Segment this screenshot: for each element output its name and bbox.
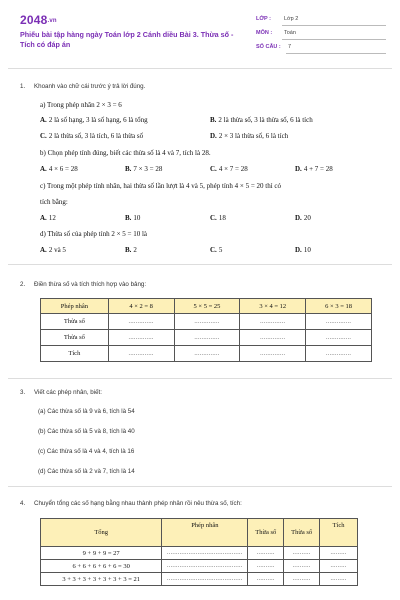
q4-header-cell: Tích bbox=[320, 519, 358, 547]
question-number: 1. bbox=[20, 83, 26, 90]
meta-value: 7 bbox=[288, 44, 292, 50]
q1c-option-d[interactable] bbox=[295, 214, 311, 222]
question-number: 3. bbox=[20, 389, 26, 396]
option-text: 4 + 7 = 28 bbox=[303, 165, 333, 173]
answer-blank[interactable]: .............. bbox=[174, 330, 240, 346]
option-text: 20 bbox=[303, 214, 311, 222]
question-4-prompt bbox=[20, 500, 242, 507]
sum-expression: 6 + 6 + 6 + 6 + 6 = 30 bbox=[41, 560, 162, 573]
answer-blank[interactable]: ......... bbox=[320, 573, 358, 586]
answer-blank[interactable]: ......... bbox=[320, 547, 358, 560]
question-number: 4. bbox=[20, 500, 26, 507]
q1c-stem-line1: c) Trong một phép tính nhân, hai thừa số lần lượt là 4 và 5, phép tính 4 × 5 = 20 thì có bbox=[40, 182, 282, 190]
meta-question-count bbox=[256, 42, 386, 54]
answer-blank[interactable]: .............. bbox=[174, 346, 240, 362]
q1c-stem-line2: tích bằng: bbox=[40, 198, 68, 206]
answer-blank[interactable]: .............. bbox=[306, 314, 372, 330]
option-key: A. bbox=[40, 214, 47, 222]
option-key: B. bbox=[125, 165, 132, 173]
question-3-prompt bbox=[20, 389, 102, 396]
header-divider bbox=[8, 68, 392, 69]
question-text: Điền thừa số và tích thích hợp vào bảng: bbox=[34, 281, 147, 288]
q3-item-b: (b) Các thừa số là 5 và 8, tích là 40 bbox=[38, 428, 135, 435]
meta-label: SỐ CÂU : bbox=[256, 44, 281, 50]
logo-text: 2048 bbox=[20, 13, 48, 27]
q1a-option-d[interactable] bbox=[210, 132, 288, 140]
option-key: C. bbox=[210, 246, 217, 254]
q1a-option-a[interactable] bbox=[40, 116, 148, 124]
site-logo[interactable] bbox=[20, 13, 57, 27]
section-divider bbox=[8, 378, 392, 379]
option-text: 18 bbox=[218, 214, 226, 222]
answer-blank[interactable]: .............. bbox=[240, 346, 306, 362]
section-divider bbox=[8, 264, 392, 265]
q1c-option-c[interactable] bbox=[210, 214, 226, 222]
option-key: B. bbox=[125, 214, 132, 222]
option-key: B. bbox=[125, 246, 132, 254]
section-divider bbox=[8, 486, 392, 487]
q3-item-c: (c) Các thừa số là 4 và 4, tích là 16 bbox=[38, 448, 135, 455]
option-text: 2 bbox=[133, 246, 137, 254]
answer-blank[interactable]: .......................................... bbox=[162, 560, 248, 573]
answer-blank[interactable]: ......... bbox=[320, 560, 358, 573]
q2-header-cell: 3 × 4 = 12 bbox=[240, 299, 306, 314]
option-key: A. bbox=[40, 246, 47, 254]
question-text: Viết các phép nhân, biết: bbox=[34, 389, 102, 396]
row-label: Tích bbox=[41, 346, 109, 362]
answer-blank[interactable]: .............. bbox=[240, 314, 306, 330]
answer-blank[interactable]: .............. bbox=[108, 314, 174, 330]
worksheet-header bbox=[0, 0, 400, 58]
divider bbox=[282, 39, 386, 40]
q1b-stem: b) Chọn phép tính đúng, biết các thừa số là 4 và 7, tích là 28. bbox=[40, 149, 211, 157]
q1a-stem: a) Trong phép nhân 2 × 3 = 6 bbox=[40, 101, 122, 109]
meta-label: MÔN : bbox=[256, 30, 273, 36]
answer-blank[interactable]: .......... bbox=[248, 547, 284, 560]
q1b-option-b[interactable] bbox=[125, 165, 162, 173]
table-row bbox=[41, 346, 372, 362]
answer-blank[interactable]: .............. bbox=[174, 314, 240, 330]
option-key: C. bbox=[210, 214, 217, 222]
q1d-option-c[interactable] bbox=[210, 246, 222, 254]
q4-header-cell: Thừa số bbox=[248, 519, 284, 547]
q4-header-cell: Thừa số bbox=[284, 519, 320, 547]
answer-blank[interactable]: .......................................... bbox=[162, 547, 248, 560]
option-text: 5 bbox=[218, 246, 223, 254]
sum-expression: 9 + 9 + 9 = 27 bbox=[41, 547, 162, 560]
answer-blank[interactable]: .............. bbox=[108, 330, 174, 346]
q1d-option-a[interactable] bbox=[40, 246, 66, 254]
question-text: Khoanh vào chữ cái trước ý trả lời đúng. bbox=[34, 83, 146, 90]
table-row bbox=[41, 314, 372, 330]
q1a-option-b[interactable] bbox=[210, 116, 313, 124]
table-row bbox=[41, 330, 372, 346]
q1b-option-d[interactable] bbox=[295, 165, 333, 173]
q2-table bbox=[40, 298, 372, 362]
option-key: C. bbox=[40, 132, 47, 140]
option-text: 2 là thừa số, 3 là thừa số, 6 là tích bbox=[218, 116, 313, 124]
q1d-option-b[interactable] bbox=[125, 246, 137, 254]
q2-header-cell: 4 × 2 = 8 bbox=[108, 299, 174, 314]
q4-header-cell: Tổng bbox=[41, 519, 162, 547]
option-text: 2 là số hạng, 3 là số hạng, 6 là tổng bbox=[48, 116, 148, 124]
q2-header-cell: 6 × 3 = 18 bbox=[306, 299, 372, 314]
table-row bbox=[41, 560, 358, 573]
q4-table bbox=[40, 518, 358, 586]
answer-blank[interactable]: .......... bbox=[248, 573, 284, 586]
option-text: 4 × 6 = 28 bbox=[48, 165, 78, 173]
q1d-stem: d) Thừa số của phép tính 2 × 5 = 10 là bbox=[40, 230, 148, 238]
q3-item-d: (d) Các thừa số là 2 và 7, tích là 14 bbox=[38, 468, 135, 475]
meta-value: Lớp 2 bbox=[284, 16, 299, 22]
q1c-option-a[interactable] bbox=[40, 214, 56, 222]
meta-subject bbox=[256, 28, 386, 40]
answer-blank[interactable]: .............. bbox=[306, 330, 372, 346]
option-key: D. bbox=[295, 214, 302, 222]
q2-header-cell: Phép nhân bbox=[41, 299, 109, 314]
answer-blank[interactable]: .......... bbox=[284, 560, 320, 573]
option-key: B. bbox=[210, 116, 217, 124]
question-2-prompt bbox=[20, 281, 146, 288]
option-text: 2 là thừa số, 3 là tích, 6 là thừa số bbox=[48, 132, 144, 140]
row-label: Thừa số bbox=[41, 314, 109, 330]
answer-blank[interactable]: .......... bbox=[284, 573, 320, 586]
answer-blank[interactable]: .......... bbox=[248, 560, 284, 573]
option-key: D. bbox=[295, 165, 302, 173]
option-key: C. bbox=[210, 165, 217, 173]
meta-value: Toán bbox=[284, 30, 296, 36]
q1b-option-c[interactable] bbox=[210, 165, 248, 173]
option-key: A. bbox=[40, 116, 47, 124]
q1d-option-d[interactable] bbox=[295, 246, 311, 254]
meta-class bbox=[256, 14, 386, 26]
answer-blank[interactable]: .............. bbox=[240, 330, 306, 346]
answer-blank[interactable]: .............. bbox=[108, 346, 174, 362]
divider bbox=[286, 53, 386, 54]
q2-header-cell: 5 × 5 = 25 bbox=[174, 299, 240, 314]
option-text: 10 bbox=[133, 214, 141, 222]
question-text: Chuyển tổng các số hạng bằng nhau thành phép nhân rồi nêu thừa số, tích: bbox=[34, 500, 242, 507]
q3-item-a: (a) Các thừa số là 9 và 6, tích là 54 bbox=[38, 408, 135, 415]
option-key: A. bbox=[40, 165, 47, 173]
question-1-prompt bbox=[20, 83, 145, 90]
row-label: Thừa số bbox=[41, 330, 109, 346]
answer-blank[interactable]: .............. bbox=[306, 346, 372, 362]
q1a-option-c[interactable] bbox=[40, 132, 143, 140]
q4-header-cell: Phép nhân bbox=[162, 519, 248, 547]
option-text: 4 × 7 = 28 bbox=[218, 165, 248, 173]
meta-label: LỚP : bbox=[256, 16, 271, 22]
option-key: D. bbox=[295, 246, 302, 254]
table-row bbox=[41, 573, 358, 586]
q1c-option-b[interactable] bbox=[125, 214, 140, 222]
option-text: 2 × 3 là thừa số, 6 là tích bbox=[218, 132, 289, 140]
option-text: 7 × 3 = 28 bbox=[133, 165, 163, 173]
q1b-option-a[interactable] bbox=[40, 165, 78, 173]
option-text: 12 bbox=[48, 214, 56, 222]
option-text: 10 bbox=[303, 246, 311, 254]
sum-expression: 3 + 3 + 3 + 3 + 3 + 3 + 3 = 21 bbox=[41, 573, 162, 586]
question-number: 2. bbox=[20, 281, 26, 288]
option-key: D. bbox=[210, 132, 217, 140]
divider bbox=[282, 25, 386, 26]
answer-blank[interactable]: .......... bbox=[284, 547, 320, 560]
option-text: 2 và 5 bbox=[48, 246, 66, 254]
worksheet-title: Phiếu bài tập hàng ngày Toán lớp 2 Cánh diều Bài 3. Thừa số - Tích có đáp án bbox=[20, 30, 234, 49]
logo-suffix: .vn bbox=[47, 17, 57, 24]
answer-blank[interactable]: .......................................... bbox=[162, 573, 248, 586]
table-row bbox=[41, 547, 358, 560]
